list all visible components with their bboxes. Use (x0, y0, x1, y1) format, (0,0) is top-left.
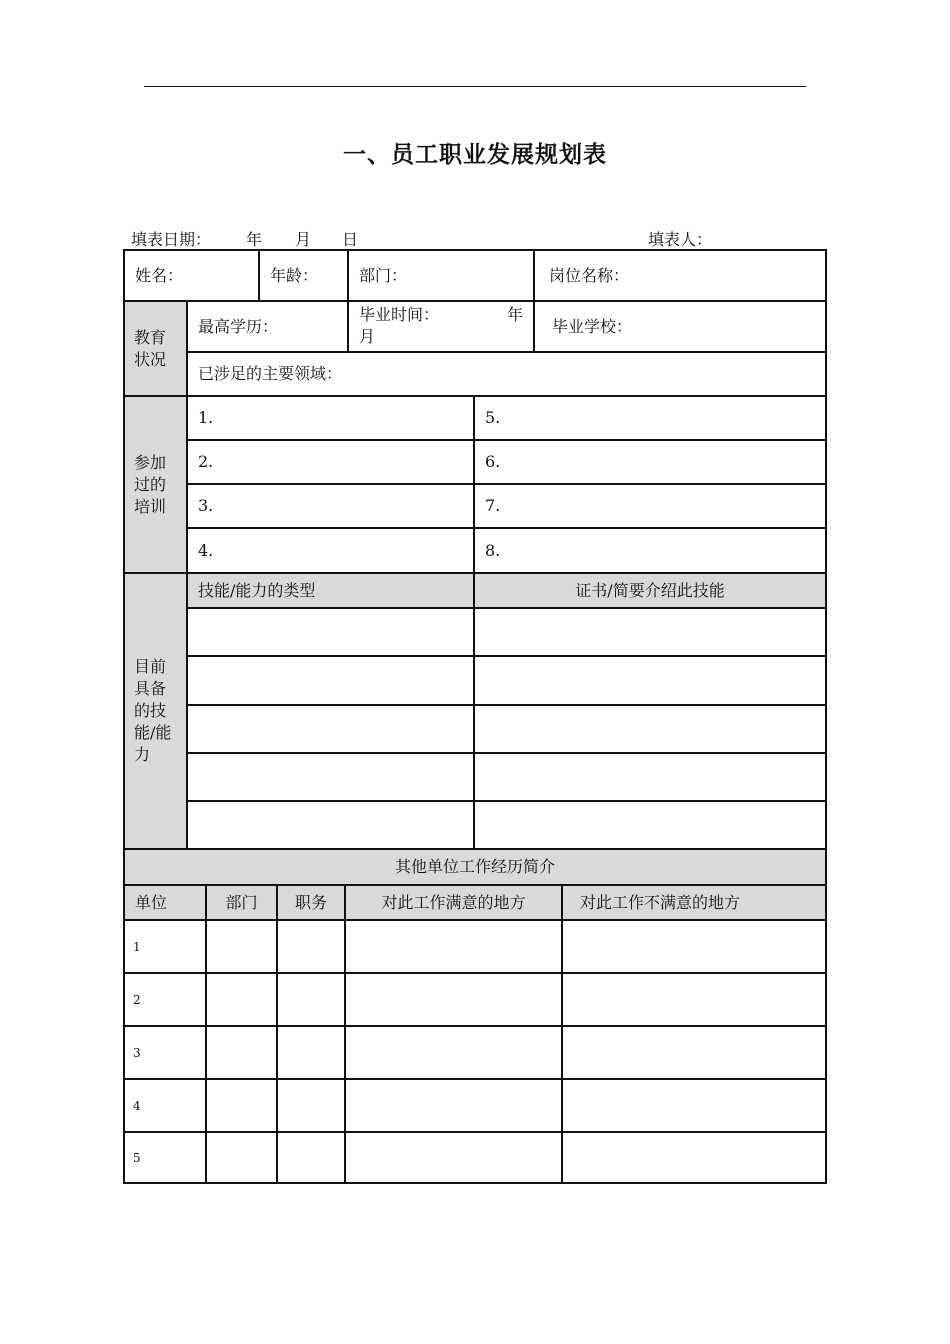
history-row-number: 3 (124, 1026, 206, 1079)
history-header-title: 职务 (277, 885, 345, 920)
skill-type-cell[interactable] (187, 608, 474, 656)
date-day: 日 (342, 230, 359, 249)
history-header-satisfied: 对此工作满意的地方 (345, 885, 562, 920)
history-cell[interactable] (277, 1079, 345, 1132)
history-cell[interactable] (206, 1132, 277, 1183)
skill-cert-cell[interactable] (474, 705, 826, 753)
skill-cert-cell[interactable] (474, 801, 826, 849)
history-cell[interactable] (562, 1079, 826, 1132)
history-row-number: 1 (124, 920, 206, 973)
history-cell[interactable] (345, 1026, 562, 1079)
education-label: 教育状况 (124, 301, 187, 396)
history-cell[interactable] (345, 920, 562, 973)
training-item[interactable]: 8. (474, 528, 826, 573)
training-item[interactable]: 5. (474, 396, 826, 440)
history-cell[interactable] (562, 1132, 826, 1183)
history-cell[interactable] (345, 973, 562, 1026)
history-cell[interactable] (277, 1026, 345, 1079)
history-cell[interactable] (345, 1079, 562, 1132)
history-cell[interactable] (206, 1026, 277, 1079)
date-label: 填表日期： (131, 230, 212, 249)
skills-label: 目前具备的技能/能力 (124, 573, 187, 849)
graduation-time-label: 毕业时间： (359, 305, 440, 324)
history-cell[interactable] (206, 1079, 277, 1132)
training-item[interactable]: 7. (474, 484, 826, 528)
skill-cert-cell[interactable] (474, 753, 826, 801)
filler-label: 填表人： (648, 230, 713, 249)
age-field[interactable]: 年龄： (259, 250, 348, 301)
header-rule (144, 86, 806, 87)
training-item[interactable]: 6. (474, 440, 826, 484)
skill-cert-cell[interactable] (474, 656, 826, 705)
training-item[interactable]: 4. (187, 528, 474, 573)
skills-cert-header: 证书/简要介绍此技能 (474, 573, 826, 608)
history-cell[interactable] (562, 1026, 826, 1079)
history-section-title: 其他单位工作经历简介 (124, 849, 826, 885)
training-item[interactable]: 1. (187, 396, 474, 440)
history-cell[interactable] (562, 920, 826, 973)
skills-type-header: 技能/能力的类型 (187, 573, 474, 608)
training-item[interactable]: 2. (187, 440, 474, 484)
history-cell[interactable] (562, 973, 826, 1026)
skill-cert-cell[interactable] (474, 608, 826, 656)
history-cell[interactable] (277, 973, 345, 1026)
date-year: 年 (246, 230, 263, 249)
history-header-unsatisfied: 对此工作不满意的地方 (562, 885, 826, 920)
history-cell[interactable] (345, 1132, 562, 1183)
name-field[interactable]: 姓名： (124, 250, 259, 301)
history-row-number: 5 (124, 1132, 206, 1183)
highest-degree-field[interactable]: 最高学历： (187, 301, 348, 352)
history-header-department: 部门 (206, 885, 277, 920)
skill-type-cell[interactable] (187, 656, 474, 705)
fields-field[interactable]: 已涉足的主要领域： (187, 352, 826, 396)
graduation-year-label: 年 (506, 305, 523, 324)
department-field[interactable]: 部门： (348, 250, 534, 301)
graduation-time-field[interactable] (348, 301, 534, 352)
history-cell[interactable] (277, 920, 345, 973)
history-cell[interactable] (206, 920, 277, 973)
history-row-number: 4 (124, 1079, 206, 1132)
training-label: 参加过的培训 (124, 396, 187, 573)
history-header-company: 单位 (124, 885, 206, 920)
page-title: 一、员工职业发展规划表 (343, 141, 607, 168)
history-cell[interactable] (206, 973, 277, 1026)
skill-type-cell[interactable] (187, 705, 474, 753)
date-month: 月 (295, 230, 312, 249)
history-cell[interactable] (277, 1132, 345, 1183)
history-row-number: 2 (124, 973, 206, 1026)
graduation-month-label: 月 (359, 327, 376, 346)
school-field[interactable]: 毕业学校： (534, 301, 826, 352)
position-field[interactable]: 岗位名称： (534, 250, 826, 301)
skill-type-cell[interactable] (187, 753, 474, 801)
training-item[interactable]: 3. (187, 484, 474, 528)
skill-type-cell[interactable] (187, 801, 474, 849)
